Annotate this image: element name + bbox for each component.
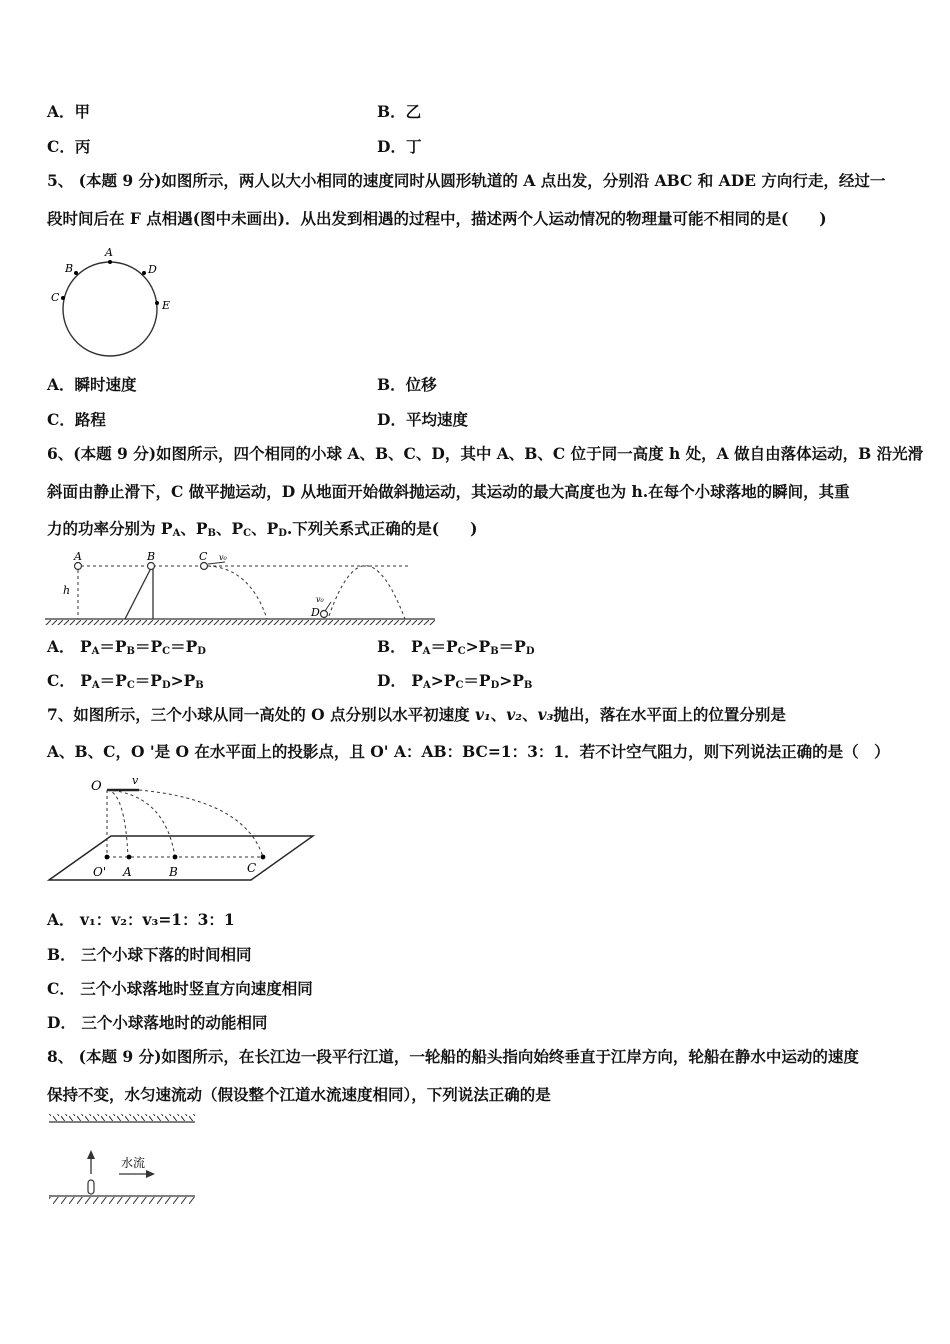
q7-option-c: C． 三个小球落地时竖直方向速度相同 bbox=[47, 979, 313, 998]
q4-option-c: C．丙 bbox=[47, 137, 91, 156]
q5-figure-circle-track bbox=[45, 240, 185, 360]
q6-option-a: A． $P_A=P_B=P_C=P_D$ bbox=[47, 637, 206, 657]
q6-label-v0-c: v₀ bbox=[219, 553, 227, 562]
q6-stem-line2: 斜面由静止滑下，C 做平抛运动，D 从地面开始做斜抛运动，其运动的最大高度也为 h.在每个小球落地的瞬间，其重 bbox=[47, 482, 850, 501]
q4-option-b: B．乙 bbox=[377, 102, 422, 121]
q6-option-b: B． $P_A=P_C>P_B=P_D$ bbox=[377, 637, 535, 657]
q7-label-b: B bbox=[169, 865, 178, 879]
q6-label-d: D bbox=[311, 606, 320, 619]
q5-option-a: A．瞬时速度 bbox=[47, 375, 137, 394]
q4-option-a: A．甲 bbox=[47, 102, 91, 121]
q5-label-b: B bbox=[65, 262, 74, 275]
q5-option-b: B．位移 bbox=[377, 375, 437, 394]
q7-option-a: A． v₁：v₂：v₃=1：3：1 bbox=[47, 910, 235, 929]
q6-option-d: D． $P_A>P_C=P_D>P_B$ bbox=[377, 671, 533, 691]
q5-stem-line1: 5、 (本题 9 分)如图所示，两人以大小相同的速度同时从圆形轨道的 A 点出发，分别沿 ABC 和 ADE 方向行走，经过一 bbox=[47, 171, 886, 190]
q8-stem-line1: 8、 (本题 9 分)如图所示，在长江边一段平行江道，一轮船的船头指向始终垂直于江岸方向，轮船在静水中运动的速度 bbox=[47, 1047, 859, 1066]
q5-label-e: E bbox=[162, 299, 171, 312]
q7-label-a: A bbox=[123, 865, 132, 879]
q7-figure-three-projectiles bbox=[45, 770, 325, 890]
q5-label-d: D bbox=[148, 263, 157, 276]
q7-label-v: v bbox=[132, 774, 139, 787]
q8-label-water-flow: 水流 bbox=[121, 1156, 146, 1170]
q6-label-a: A bbox=[74, 550, 82, 563]
q8-stem-line2: 保持不变，水匀速流动（假设整个江道水流速度相同），下列说法正确的是 bbox=[47, 1085, 551, 1104]
q6-stem-line3: 力的功率分别为 $P_A$、$P_B$、$P_C$、$P_D$.下列关系式正确的是( ) bbox=[47, 519, 478, 539]
q6-label-v0-d: v₀ bbox=[316, 595, 324, 604]
q6-stem-line1: 6、(本题 9 分)如图所示，四个相同的小球 A、B、C、D，其中 A、B、C 位于同一高度 h 处，A 做自由落体运动，B 沿光滑 bbox=[47, 444, 924, 463]
q6-option-c: C． $P_A=P_C=P_D>P_B$ bbox=[47, 671, 204, 691]
q7-option-d: D． 三个小球落地时的动能相同 bbox=[47, 1013, 268, 1032]
q6-figure-four-balls bbox=[45, 548, 445, 628]
q7-label-o: O bbox=[91, 779, 102, 794]
q4-option-d: D．丁 bbox=[377, 137, 422, 156]
q7-option-b: B． 三个小球下落的时间相同 bbox=[47, 945, 252, 964]
q7-label-c: C bbox=[247, 861, 257, 875]
q5-option-d: D．平均速度 bbox=[377, 410, 468, 429]
q7-stem-line1: 7、如图所示，三个小球从同一高处的 O 点分别以水平初速度 v₁、v₂、v₃抛出，落在水平面上的位置分别是 bbox=[47, 705, 786, 724]
q8-figure-river-boat bbox=[45, 1108, 205, 1218]
q6-label-h: h bbox=[63, 584, 71, 597]
q6-label-c: C bbox=[199, 550, 208, 563]
q5-label-c: C bbox=[51, 291, 60, 304]
q7-stem-line2: A、B、C，O '是 O 在水平面上的投影点，且 O' A：AB：BC=1：3：1．若不计空气阻力，则下列说法正确的是（ ） bbox=[47, 742, 890, 761]
q7-label-o-prime: O' bbox=[93, 865, 107, 879]
q5-option-c: C．路程 bbox=[47, 410, 106, 429]
q5-stem-line2: 段时间后在 F 点相遇(图中未画出)．从出发到相遇的过程中，描述两个人运动情况的物理量可能不相同的是( ) bbox=[47, 209, 827, 228]
q5-label-a: A bbox=[105, 246, 113, 259]
q6-label-b: B bbox=[147, 550, 156, 563]
